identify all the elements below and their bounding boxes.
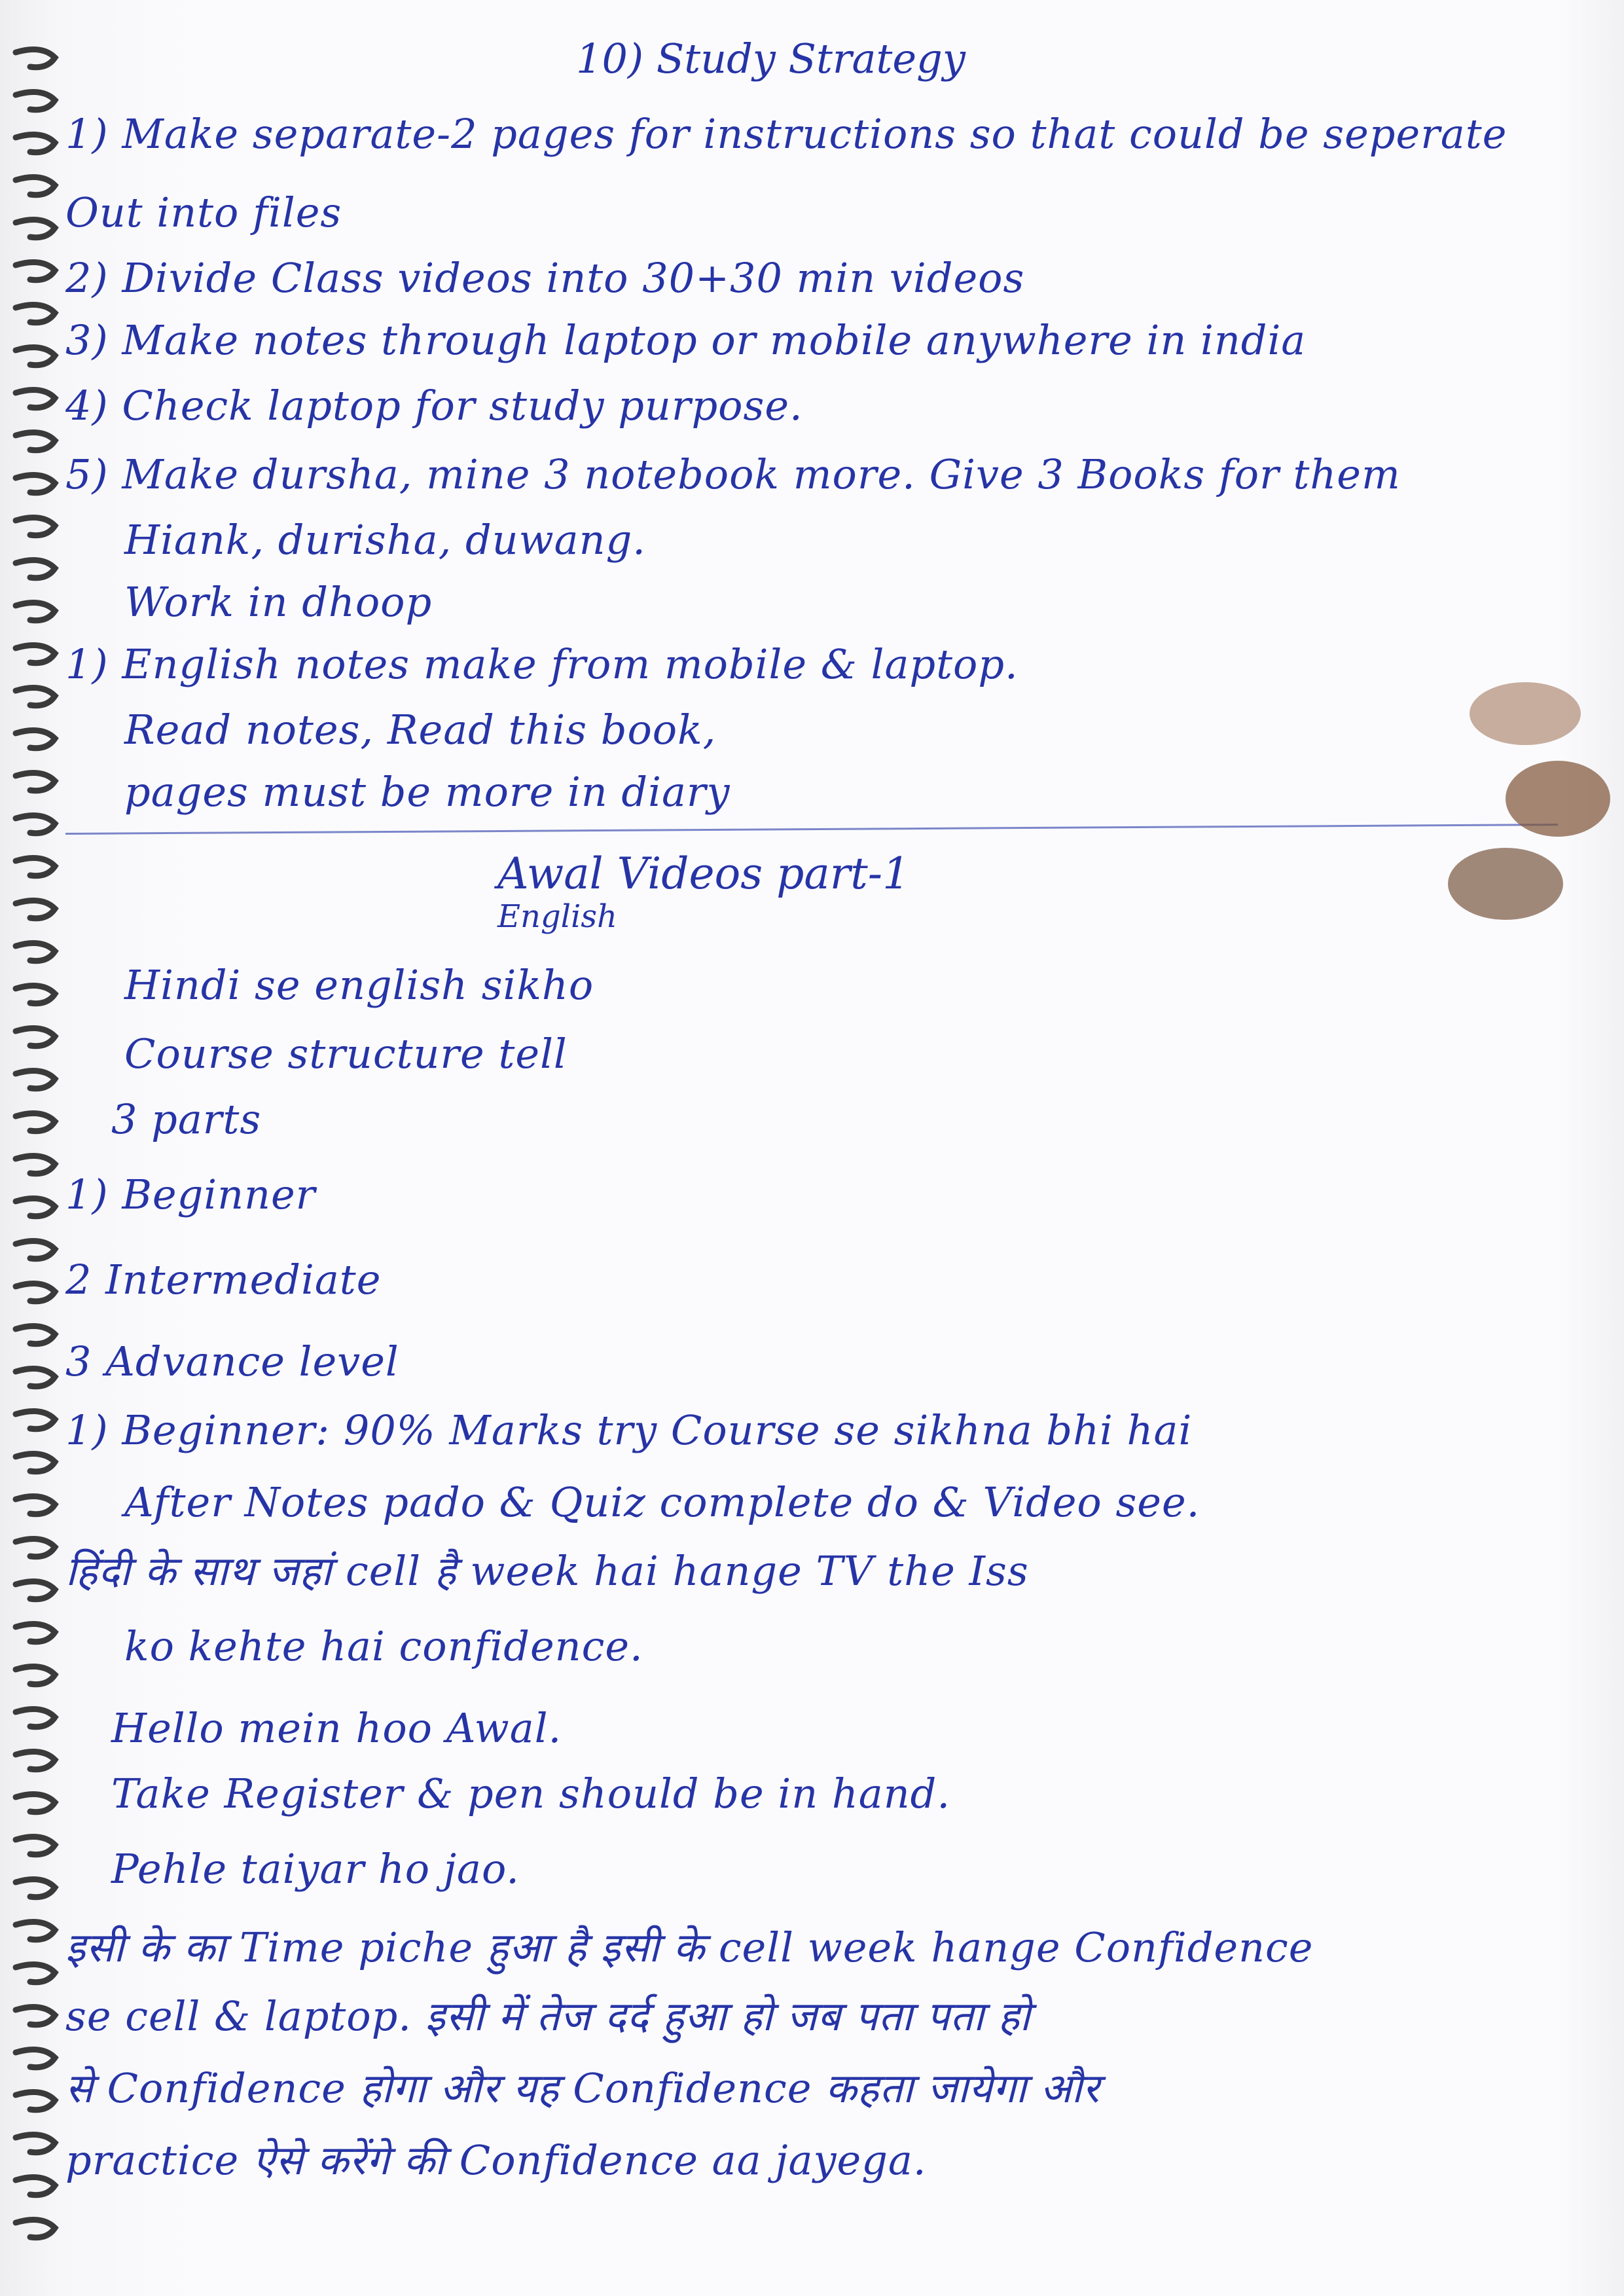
note-line: इसी के का Time piche हुआ है इसी के cell week hange Confidence <box>65 1923 1314 1971</box>
page-title: 10) Study Strategy <box>576 35 965 82</box>
note-line: ko kehte hai confidence. <box>124 1622 643 1670</box>
note-line: Work in dhoop <box>124 578 433 626</box>
note-line: 1) Make separate-2 pages for instructions so that could be seperate <box>65 110 1507 158</box>
note-line: 2) Divide Class videos into 30+30 min videos <box>65 254 1025 302</box>
note-line: 3 parts <box>111 1095 262 1143</box>
note-line: Hiank, durisha, duwang. <box>124 516 646 564</box>
stain-marks <box>1401 668 1610 930</box>
note-line: 1) Beginner: 90% Marks try Course se sikhna bhi hai <box>65 1406 1193 1454</box>
note-line: 1) English notes make from mobile & laptop. <box>65 640 1019 688</box>
note-line: practice ऐसे करेंगे की Confidence aa jayega. <box>65 2136 927 2184</box>
note-line: Course structure tell <box>124 1030 568 1078</box>
divider-rule <box>65 824 1558 835</box>
note-line: 1) Beginner <box>65 1171 316 1218</box>
note-line: Take Register & pen should be in hand. <box>111 1770 951 1817</box>
note-line: Read notes, Read this book, <box>124 706 717 754</box>
note-line: 4) Check laptop for study purpose. <box>65 382 803 429</box>
section-subtitle: English <box>497 898 617 935</box>
note-line: 3 Advance level <box>65 1338 399 1385</box>
note-line: Hindi se english sikho <box>124 961 594 1009</box>
note-line: After Notes pado & Quiz complete do & Video see. <box>124 1478 1200 1526</box>
note-line: से Confidence होगा और यह Confidence कहता जायेगा और <box>65 2064 1100 2112</box>
note-line: Pehle taiyar ho jao. <box>111 1845 520 1893</box>
note-line: Hello mein hoo Awal. <box>111 1704 562 1752</box>
note-line: 5) Make dursha, mine 3 notebook more. Give 3 Books for them <box>65 450 1401 498</box>
note-line: 3) Make notes through laptop or mobile anywhere in india <box>65 316 1307 364</box>
note-line: Out into files <box>65 189 342 236</box>
note-line: se cell & laptop. इसी में तेज दर्द हुआ हो जब पता पता हो <box>65 1992 1031 2040</box>
note-line: pages must be more in diary <box>124 768 731 816</box>
section-title: Awal Videos part-1 <box>497 848 911 899</box>
note-line: हिंदी के साथ जहां cell है week hai hange TV the Iss <box>65 1547 1029 1595</box>
note-line: 2 Intermediate <box>65 1256 382 1303</box>
